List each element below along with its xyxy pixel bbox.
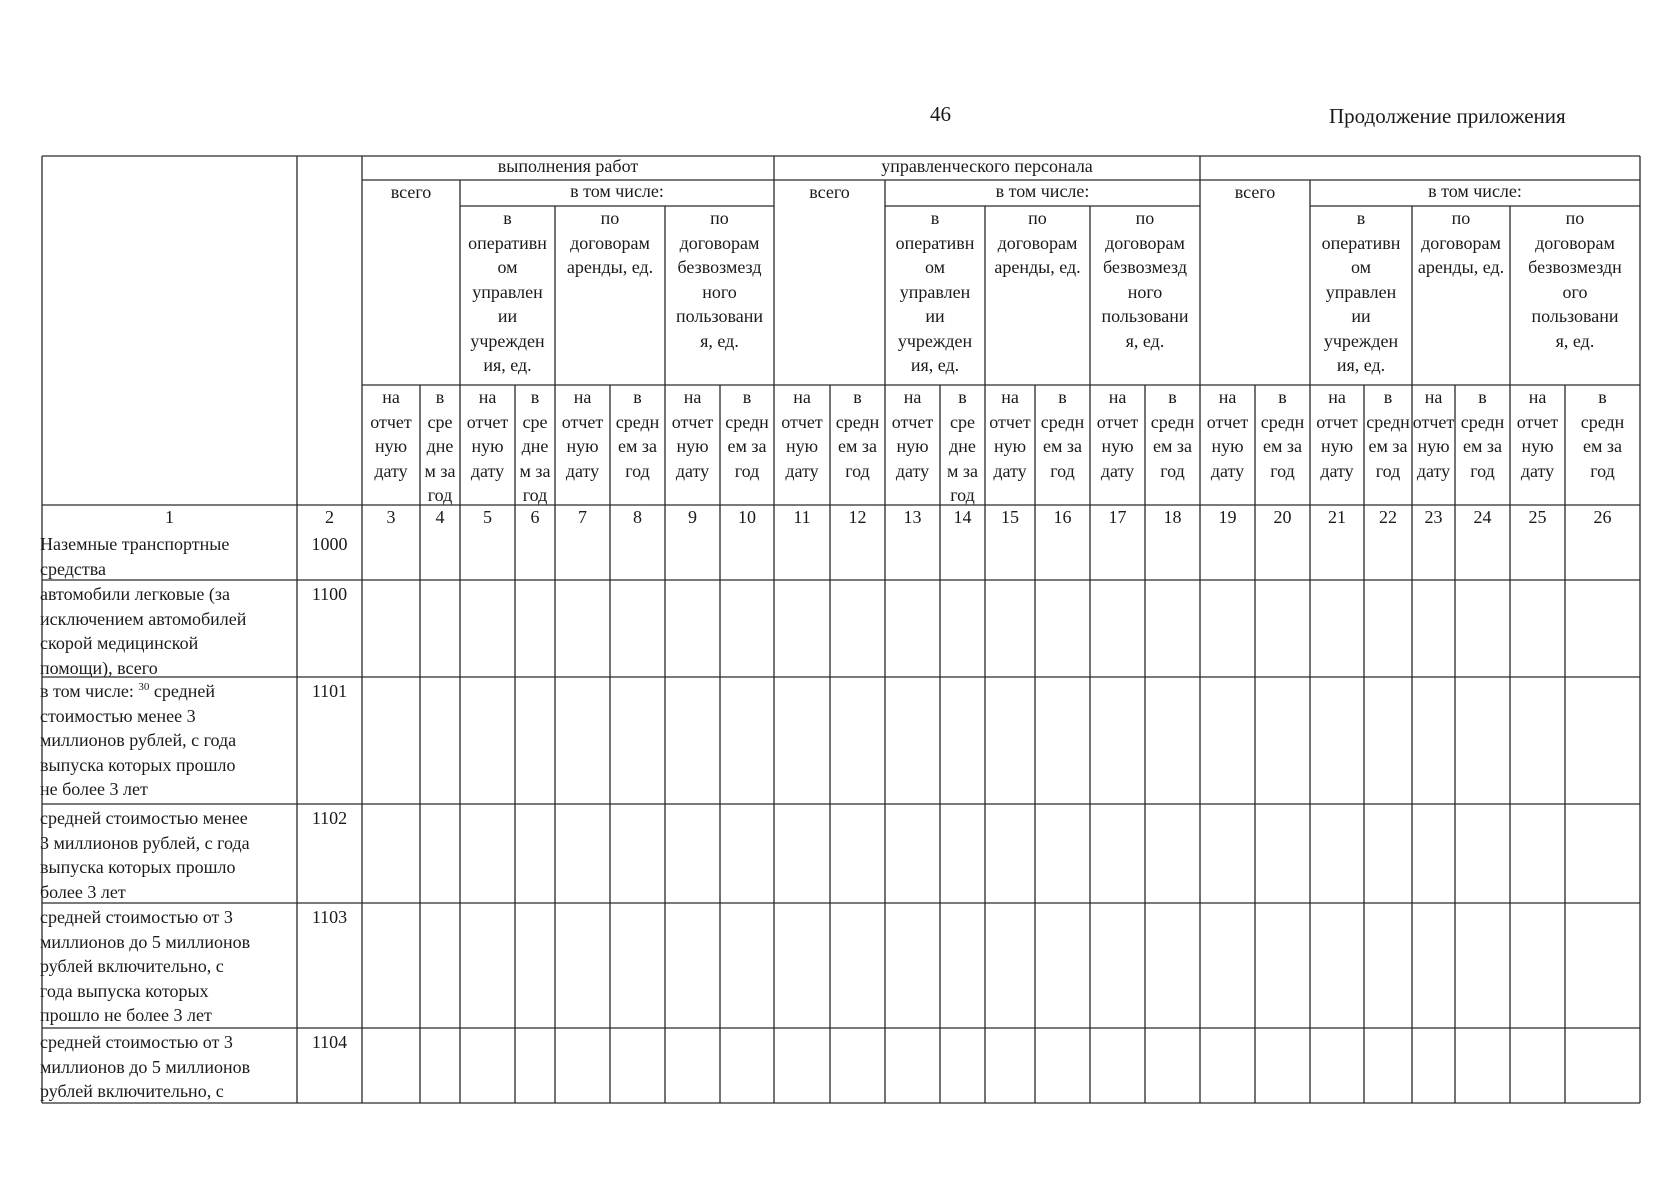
column-number-line: 11 — [793, 507, 811, 527]
col-average-line: м за — [519, 460, 551, 481]
col-average — [610, 385, 665, 505]
col-at-date-line: дату — [675, 460, 710, 481]
subhead-line: безвозмезд — [1102, 257, 1187, 277]
subhead-line: ом — [497, 257, 518, 277]
column-number — [1455, 505, 1510, 530]
including-header-line: в том числе: — [995, 181, 1090, 201]
subhead-line: пользовани — [1531, 306, 1619, 326]
col-average-line: средн — [1260, 411, 1305, 432]
column-number — [940, 505, 985, 530]
col-average-line: год — [1270, 460, 1295, 481]
col-at-date-line: на — [1328, 387, 1346, 407]
including-header — [885, 179, 1200, 206]
col-at-date-line: отчет — [781, 411, 823, 432]
col-at-date-line: отчет — [466, 411, 509, 432]
subhead-line: пользовани — [1101, 306, 1189, 326]
column-number-line: 2 — [325, 507, 334, 527]
col-average — [1255, 385, 1310, 505]
col-average-line: ем за — [1583, 436, 1622, 456]
row-name-line: рублей включительно, с — [40, 956, 224, 976]
col-at-date-line: на — [382, 387, 400, 407]
subhead-line: в — [503, 208, 512, 228]
col-average-line: средн — [1040, 411, 1085, 432]
col-at-date-line: дату — [785, 460, 819, 481]
col-average — [1565, 385, 1640, 505]
subhead-line: по — [1565, 208, 1585, 228]
row-name-line: средней стоимостью от 3 — [40, 1032, 233, 1052]
row-name-line: средней стоимостью менее — [40, 808, 248, 828]
column-number — [420, 505, 460, 530]
col-average-line: в — [530, 387, 540, 407]
col-average — [1455, 385, 1510, 505]
row-code-line: 1104 — [311, 1032, 348, 1052]
including-header-line: в том числе: — [1428, 181, 1522, 201]
column-number — [885, 505, 940, 530]
col-at-date-line: отчет — [1316, 411, 1358, 432]
col-average-line: средн — [615, 411, 660, 432]
col-at-date-line: отчет — [891, 411, 934, 432]
col-at-date-line: на — [573, 387, 592, 407]
col-average-line: год — [734, 460, 760, 481]
column-number — [985, 505, 1035, 530]
subhead-line: управлен — [899, 281, 971, 302]
col-average — [420, 385, 460, 505]
column-number — [1200, 505, 1255, 530]
col-at-date — [774, 385, 830, 505]
col-at-date-line: ную — [1417, 436, 1450, 456]
col-at-date-line: ную — [785, 436, 819, 456]
subhead-line: по — [710, 208, 729, 228]
subhead-line: ия, ед. — [910, 355, 960, 375]
col-at-date-line: дату — [470, 460, 505, 481]
col-at-date — [885, 385, 940, 505]
subhead-line: ия, ед. — [1336, 355, 1386, 375]
col-average-line: средн — [1150, 411, 1195, 432]
subhead-line: пользовани — [675, 306, 764, 326]
column-number-line: 19 — [1218, 507, 1237, 527]
group-header-line: управленческого персонала — [881, 156, 1093, 176]
subhead — [1310, 206, 1412, 385]
subhead — [985, 206, 1090, 385]
col-at-date — [460, 385, 515, 505]
subhead-line: аренды, ед. — [566, 257, 654, 277]
subhead-line: ом — [1350, 257, 1372, 277]
col-at-date-line: ную — [1521, 436, 1554, 456]
column-number-line: 16 — [1053, 507, 1072, 527]
group-header — [774, 154, 1200, 180]
column-number — [1255, 505, 1310, 530]
row-name-line: выпуска которых прошло — [40, 857, 236, 877]
col-at-date-line: на — [683, 387, 702, 407]
column-number-line: 10 — [738, 507, 756, 527]
row-name-line: миллионов до 5 миллионов — [40, 1056, 251, 1077]
subhead-line: я, ед. — [700, 330, 739, 351]
subhead-line: договорам — [1421, 232, 1501, 253]
col-at-date-line: на — [903, 387, 922, 407]
col-at-date — [985, 385, 1035, 505]
col-average-line: год — [1590, 460, 1615, 481]
column-number — [1510, 505, 1565, 530]
col-average-line: ем за — [1463, 436, 1502, 456]
column-number-line: 7 — [578, 507, 587, 527]
col-average-line: дне — [949, 436, 976, 456]
row-name — [40, 532, 297, 580]
column-number — [1364, 505, 1412, 530]
subhead-line: аренды, ед. — [994, 257, 1081, 277]
group-header-line: выполнения работ — [497, 156, 639, 176]
col-at-date-line: на — [1108, 387, 1127, 407]
subhead-line: ии — [497, 306, 518, 326]
total-header — [362, 180, 460, 208]
col-average-line: год — [427, 485, 453, 505]
subhead-line: в — [930, 208, 940, 228]
column-number-line: 14 — [953, 507, 972, 527]
subhead-line: по — [1028, 208, 1047, 228]
col-average-line: в — [1168, 387, 1177, 407]
col-at-date — [1412, 385, 1455, 505]
col-at-date-line: ную — [993, 436, 1027, 456]
row-name — [40, 582, 297, 677]
group-header — [362, 154, 774, 180]
col-at-date-line: дату — [1520, 460, 1555, 481]
col-at-date-line: на — [478, 387, 497, 407]
subhead-line: ого — [1562, 281, 1588, 302]
col-average-line: ем за — [1153, 436, 1192, 456]
col-at-date-line: отчет — [1206, 411, 1249, 432]
col-at-date-line: отчет — [370, 411, 412, 432]
col-at-date-line: ную — [471, 436, 504, 456]
col-at-date-line: отчет — [561, 411, 604, 432]
column-number-line: 17 — [1108, 507, 1127, 527]
col-at-date-line: ную — [896, 436, 929, 456]
subhead-line: в — [1356, 208, 1366, 228]
subhead — [1412, 206, 1510, 385]
subhead-line: договорам — [679, 232, 760, 253]
total-header — [1200, 180, 1310, 208]
subhead-line: аренды, ед. — [1417, 257, 1505, 277]
col-at-date-line: отчет — [1096, 411, 1139, 432]
column-number-line: 18 — [1163, 507, 1182, 527]
column-number — [830, 505, 885, 530]
subhead-line: договорам — [997, 232, 1078, 253]
row-name — [40, 806, 297, 903]
column-number-line: 1 — [165, 507, 174, 527]
row-code — [297, 806, 362, 834]
subhead-line: оперативн — [895, 232, 975, 253]
column-number-line: 9 — [688, 507, 697, 527]
col-at-date-line: дату — [1416, 460, 1451, 481]
col-at-date-line: на — [1528, 387, 1547, 407]
col-average-line: средн — [1460, 411, 1505, 432]
total-header — [774, 180, 885, 208]
row-code-line: 1102 — [311, 808, 348, 828]
col-average-line: в — [435, 387, 445, 407]
col-average-line: в — [1278, 387, 1287, 407]
subhead-line: учрежден — [1323, 330, 1399, 351]
row-name-line: прошло не более 3 лет — [40, 1005, 212, 1025]
subhead-line: договорам — [570, 232, 650, 253]
col-at-date-line: ную — [1101, 436, 1134, 456]
col-at-date-line: дату — [895, 460, 930, 481]
col-at-date-line: ную — [1320, 436, 1354, 456]
row-name-line: Наземные транспортные — [40, 534, 230, 554]
col-average-line: в — [1383, 387, 1393, 407]
group-header — [1200, 154, 1640, 180]
col-average-line: средн — [1366, 411, 1410, 432]
col-at-date-line: дату — [1320, 460, 1354, 481]
subhead-line: учрежден — [897, 330, 973, 351]
column-number-line: 12 — [848, 507, 867, 527]
col-average — [830, 385, 885, 505]
subhead — [460, 206, 555, 385]
column-number-line: 3 — [386, 507, 396, 527]
row-name-line: миллионов рублей, с года — [40, 730, 237, 750]
col-average-line: в — [958, 387, 967, 407]
row-name-line: помощи), всего — [40, 657, 158, 677]
column-number — [297, 505, 362, 530]
subhead-line: ии — [1351, 306, 1371, 326]
subhead-line: договорам — [1105, 232, 1185, 253]
col-average-line: ем за — [727, 436, 767, 456]
col-at-date-line: отчет — [989, 411, 1031, 432]
col-average — [1145, 385, 1200, 505]
column-number — [665, 505, 720, 530]
col-average-line: средн — [725, 411, 769, 432]
row-name-line: средней стоимостью от 3 — [40, 907, 233, 927]
column-number — [1310, 505, 1364, 530]
row-name — [40, 905, 297, 1028]
col-at-date-line: отчет — [1516, 411, 1559, 432]
row-name-line: стоимостью менее 3 — [40, 705, 196, 726]
col-at-date-line: на — [1218, 387, 1237, 407]
col-average-line: сре — [522, 411, 548, 432]
column-number-line: 20 — [1273, 507, 1292, 527]
subhead-line: ия, ед. — [483, 355, 532, 375]
column-number-line: 13 — [903, 507, 922, 527]
row-name-line: средства — [40, 558, 107, 579]
col-at-date-line: дату — [374, 460, 408, 481]
column-number-line: 22 — [1379, 507, 1397, 527]
col-at-date-line: на — [1424, 387, 1443, 407]
col-at-date — [1090, 385, 1145, 505]
subhead-line: ии — [925, 306, 945, 326]
col-at-date-line: ную — [566, 436, 599, 456]
row-code-line: 1101 — [311, 681, 348, 701]
subhead-line: безвозмезд — [677, 257, 762, 277]
row-code-line: 1100 — [311, 584, 348, 604]
col-average-line: в — [742, 387, 752, 407]
col-average-line: ем за — [838, 436, 877, 456]
col-at-date-line: ную — [1211, 436, 1244, 456]
subhead-line: по — [1451, 208, 1471, 228]
col-at-date — [1510, 385, 1565, 505]
including-header — [460, 179, 774, 206]
col-at-date-line: на — [1001, 387, 1019, 407]
col-at-date — [665, 385, 720, 505]
subhead-line: управлен — [1325, 281, 1397, 302]
column-number — [720, 505, 774, 530]
col-average-line: год — [1160, 460, 1185, 481]
row-name — [40, 1030, 297, 1103]
subhead-line: управлен — [472, 281, 543, 302]
row-name-line: выпуска которых прошло — [40, 754, 236, 775]
subhead-line: безвозмездн — [1528, 257, 1622, 277]
subhead-line: учрежден — [470, 330, 545, 351]
subhead-line: ного — [702, 281, 737, 302]
column-number-line: 26 — [1593, 507, 1612, 527]
page-number: 46 — [930, 102, 951, 126]
including-header-line: в том числе: — [570, 181, 664, 201]
col-average — [940, 385, 985, 505]
column-number-line: 5 — [483, 507, 492, 527]
col-average-line: м за — [947, 460, 978, 481]
col-average — [720, 385, 774, 505]
col-at-date-line: дату — [1100, 460, 1135, 481]
column-number-line: 6 — [530, 507, 540, 527]
col-average-line: год — [522, 485, 548, 505]
col-average-line: в — [633, 387, 642, 407]
total-header-line: всего — [1234, 182, 1276, 202]
total-header-line: всего — [809, 182, 850, 202]
subhead-line: я, ед. — [1555, 330, 1595, 351]
subhead — [665, 206, 774, 385]
row-name-line: исключением автомобилей — [40, 608, 247, 629]
col-at-date-line: дату — [993, 460, 1027, 481]
column-number — [1412, 505, 1455, 530]
col-average-line: ем за — [1043, 436, 1082, 456]
col-at-date-line: дату — [1210, 460, 1245, 481]
row-code — [297, 582, 362, 610]
subhead — [555, 206, 665, 385]
subhead-line: договорам — [1535, 232, 1615, 253]
subhead-line: ом — [924, 257, 946, 277]
column-number-line: 4 — [435, 507, 445, 527]
col-average-line: дне — [521, 436, 549, 456]
row-code-line: 1000 — [311, 534, 348, 554]
subhead-line: по — [1135, 208, 1155, 228]
row-code — [297, 532, 362, 560]
row-name-line: года выпуска которых — [40, 980, 209, 1001]
column-number-line: 21 — [1328, 507, 1346, 527]
column-number — [1145, 505, 1200, 530]
col-average-line: средн — [1580, 411, 1625, 432]
col-average-line: в — [1598, 387, 1607, 407]
column-number-line: 15 — [1001, 507, 1019, 527]
including-header — [1310, 179, 1640, 206]
col-at-date — [362, 385, 420, 505]
col-average-line: год — [1470, 460, 1495, 481]
column-number — [1035, 505, 1090, 530]
row-code — [297, 905, 362, 933]
column-number — [1565, 505, 1640, 530]
col-at-date — [555, 385, 610, 505]
col-at-date-line: дату — [565, 460, 600, 481]
col-average — [515, 385, 555, 505]
row-name-line: более 3 лет — [40, 881, 126, 902]
row-name-line: автомобили легковые (за — [40, 584, 230, 604]
subhead-line: ного — [1127, 281, 1163, 302]
continuation-title: Продолжение приложения — [1329, 104, 1566, 128]
row-name-line: в том числе: $^{30}$ средней — [40, 681, 215, 701]
subhead-line: оперативн — [1321, 232, 1401, 253]
row-name-line: 3 миллионов рублей, с года — [40, 832, 250, 853]
subhead — [1090, 206, 1200, 385]
col-average-line: год — [845, 460, 870, 481]
col-average-line: год — [1050, 460, 1075, 481]
row-name-line: скорой медицинской — [40, 633, 199, 653]
column-number — [610, 505, 665, 530]
row-code — [297, 679, 362, 707]
col-average-line: ем за — [1368, 436, 1408, 456]
col-average-line: дне — [426, 436, 454, 456]
col-average-line: сре — [427, 411, 453, 432]
col-average-line: в — [1478, 387, 1487, 407]
column-number — [555, 505, 610, 530]
col-average-line: сре — [950, 411, 975, 432]
subhead — [1510, 206, 1640, 385]
col-average-line: год — [1375, 460, 1401, 481]
col-average-line: м за — [424, 460, 456, 481]
subhead-line: по — [600, 208, 620, 228]
col-at-date-line: ную — [374, 436, 408, 456]
col-at-date-line: на — [793, 387, 811, 407]
col-average-line: в — [1058, 387, 1067, 407]
col-at-date — [1200, 385, 1255, 505]
row-name-line: не более 3 лет — [40, 779, 148, 799]
column-number — [42, 505, 297, 530]
col-average — [1035, 385, 1090, 505]
row-name-line: миллионов до 5 миллионов — [40, 931, 251, 952]
row-name-line: рублей включительно, с — [40, 1081, 224, 1101]
col-at-date-line: отчет — [671, 411, 714, 432]
column-number — [362, 505, 420, 530]
subhead-line: я, ед. — [1125, 330, 1165, 351]
column-number-line: 25 — [1528, 507, 1547, 527]
col-average-line: год — [625, 460, 650, 481]
column-number — [1090, 505, 1145, 530]
subhead-line: оперативн — [468, 232, 547, 253]
col-average-line: в — [853, 387, 862, 407]
column-number — [774, 505, 830, 530]
subhead — [885, 206, 985, 385]
col-average — [1364, 385, 1412, 505]
row-code-line: 1103 — [311, 907, 348, 927]
row-name — [40, 679, 297, 804]
col-average-line: год — [950, 485, 975, 505]
col-average-line: ем за — [618, 436, 657, 456]
column-number — [460, 505, 515, 530]
column-number — [515, 505, 555, 530]
col-at-date — [1310, 385, 1364, 505]
col-at-date-line: отчет — [1412, 411, 1455, 432]
col-average-line: средн — [835, 411, 880, 432]
col-at-date-line: ную — [676, 436, 709, 456]
column-number-line: 23 — [1424, 507, 1443, 527]
row-code — [297, 1030, 362, 1058]
col-average-line: ем за — [1263, 436, 1302, 456]
column-number-line: 8 — [633, 507, 642, 527]
footnote-marker: 30 — [138, 681, 150, 693]
total-header-line: всего — [390, 182, 432, 202]
column-number-line: 24 — [1473, 507, 1492, 527]
